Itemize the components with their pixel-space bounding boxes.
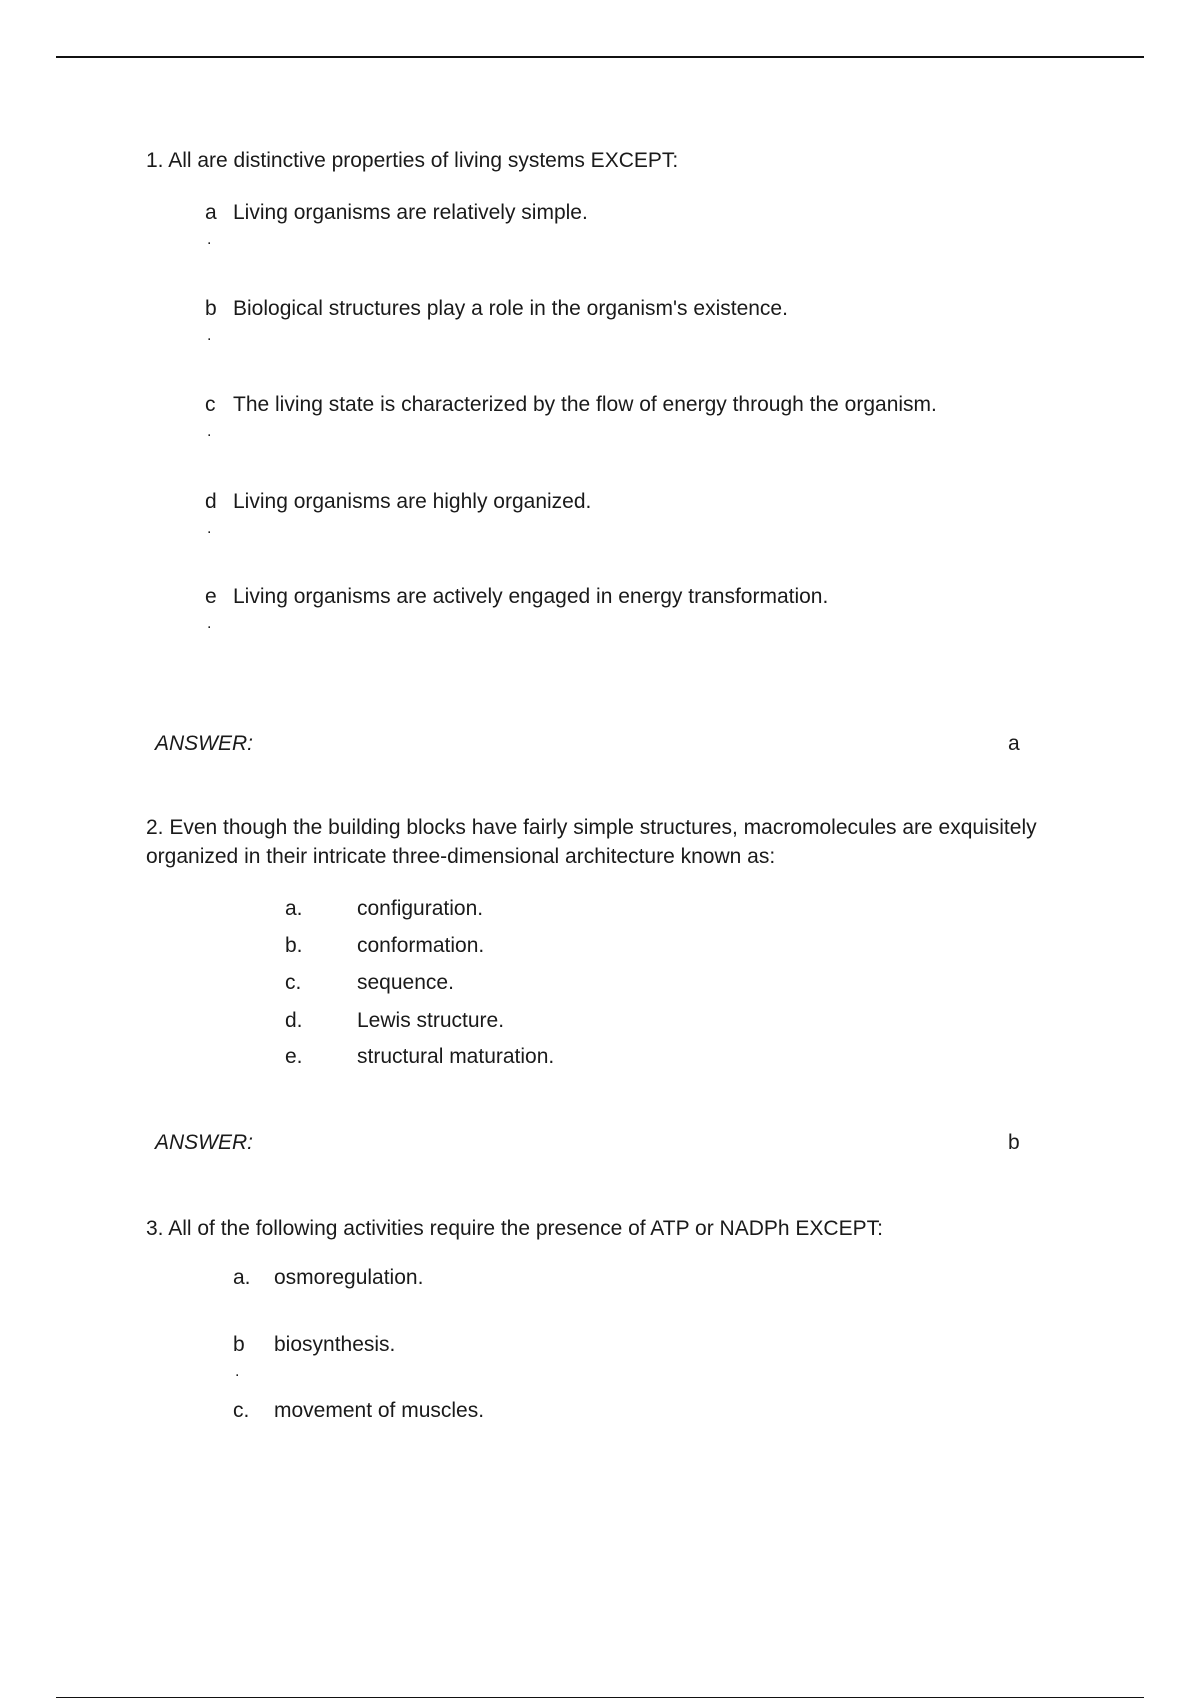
option-text: structural maturation. xyxy=(357,1045,555,1068)
option-text: Living organisms are relatively simple. xyxy=(233,201,588,224)
question-2-answer-value: b xyxy=(1008,1131,1020,1154)
option-letter: e. xyxy=(285,1045,303,1068)
option-text: Biological structures play a role in the organism's existence. xyxy=(233,297,788,320)
option-letter: a. xyxy=(285,897,303,920)
option-letter: a. xyxy=(233,1266,251,1289)
option-text: conformation. xyxy=(357,934,485,957)
option-letter: b xyxy=(233,1333,245,1356)
option-letter: c xyxy=(205,393,216,416)
top-rule xyxy=(56,56,1144,58)
option-letter: b. xyxy=(285,934,303,957)
question-2-stem: 2. Even though the building blocks have fairly simple structures, macromolecules are exquisitely organized in their intricate three-dimensional architecture known as: xyxy=(146,816,1037,868)
question-1-stem: 1. All are distinctive properties of living systems EXCEPT: xyxy=(146,149,679,172)
question-2-answer-label: ANSWER: xyxy=(155,1131,254,1154)
question-1-answer-value: a xyxy=(1008,732,1020,755)
option-letter: e xyxy=(205,585,217,608)
option-trailing-dot: . xyxy=(207,231,212,248)
option-trailing-dot: . xyxy=(207,520,212,537)
option-text: Lewis structure. xyxy=(357,1009,505,1032)
option-letter: d. xyxy=(285,1009,303,1032)
option-letter: d xyxy=(205,490,217,513)
option-trailing-dot: . xyxy=(207,423,212,440)
option-text: Living organisms are actively engaged in energy transformation. xyxy=(233,585,829,608)
option-text: sequence. xyxy=(357,971,454,994)
option-text: biosynthesis. xyxy=(274,1333,396,1356)
option-trailing-dot: . xyxy=(207,327,212,344)
option-letter: b xyxy=(205,297,217,320)
option-trailing-dot: . xyxy=(235,1363,240,1380)
option-text: configuration. xyxy=(357,897,484,920)
option-letter: c. xyxy=(233,1399,250,1422)
option-text: movement of muscles. xyxy=(274,1399,485,1422)
question-3-stem: 3. All of the following activities require the presence of ATP or NADPh EXCEPT: xyxy=(146,1217,883,1240)
question-1-answer-label: ANSWER: xyxy=(155,732,254,755)
option-text: The living state is characterized by the flow of energy through the organism. xyxy=(233,393,937,416)
option-text: Living organisms are highly organized. xyxy=(233,490,592,513)
option-letter: c. xyxy=(285,971,302,994)
option-text: osmoregulation. xyxy=(274,1266,424,1289)
bottom-rule xyxy=(56,1697,1144,1698)
option-letter: a xyxy=(205,201,217,224)
option-trailing-dot: . xyxy=(207,615,212,632)
